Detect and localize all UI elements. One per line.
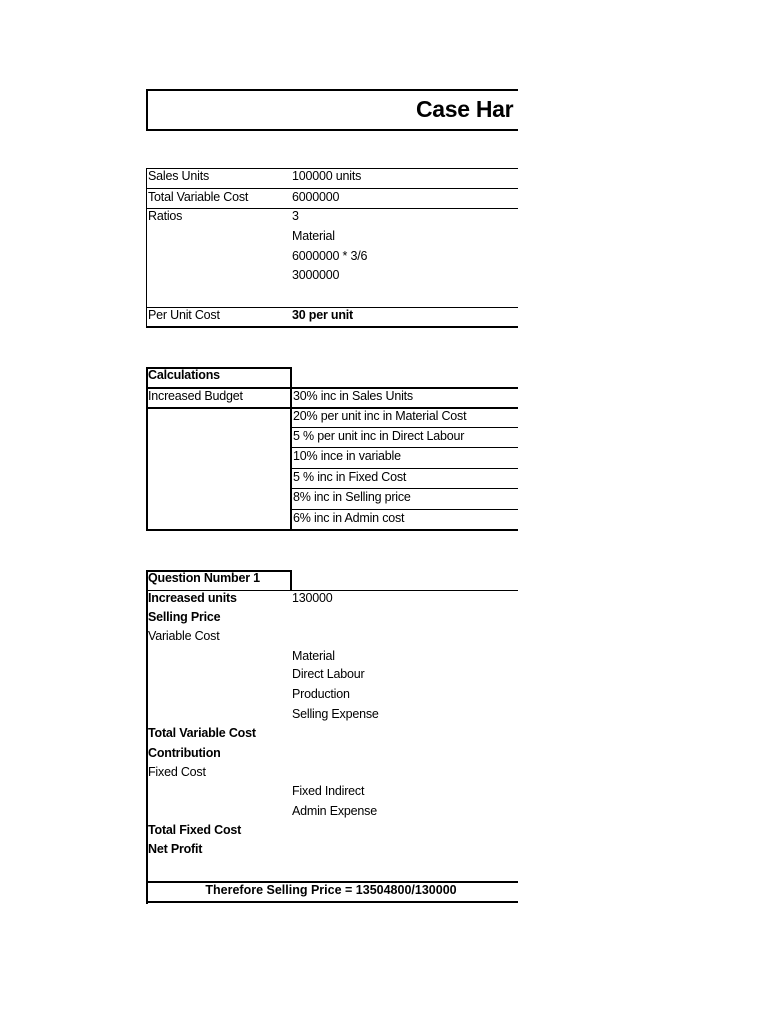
sales-units-value: 100000 units [292,169,362,183]
s2-line [291,468,518,469]
calculations-header: Calculations [148,368,220,382]
title-border-left [146,89,148,131]
s3-footer-bottom [146,901,518,903]
increased-units-label: Increased units [148,591,237,605]
increased-budget-label: Increased Budget [148,389,243,403]
total-fixed-cost-row: Total Fixed Cost [148,823,242,837]
per-unit-cost-label: Per Unit Cost [148,308,220,322]
budget-item: 10% ince in variable [293,449,401,463]
title-border-bottom [146,129,518,131]
budget-item: 5 % per unit inc in Direct Labour [293,429,465,443]
total-variable-cost-label: Total Variable Cost [148,190,249,204]
page-title: Case Har [416,96,514,122]
variable-cost-label: Variable Cost [148,629,220,643]
s3-header-right [290,570,292,591]
budget-item: 5 % inc in Fixed Cost [293,470,407,484]
budget-item: 6% inc in Admin cost [293,511,405,525]
sales-units-label: Sales Units [148,169,210,183]
variable-item: Production [292,687,350,701]
ratios-label: Ratios [148,209,183,223]
budget-item: 30% inc in Sales Units [293,389,413,403]
s2-line [291,447,518,448]
ratio-line: 6000000 * 3/6 [292,249,368,263]
fixed-item: Fixed Indirect [292,784,365,798]
s1-border-left [146,168,147,328]
s1-line-bottom [146,326,518,328]
budget-item: 20% per unit inc in Material Cost [293,409,467,423]
s2-line [291,488,518,489]
selling-price-formula: Therefore Selling Price = 13504800/130000 [205,883,457,897]
s1-line [146,208,518,209]
ratios-value: 3 [292,209,299,223]
total-variable-cost-value: 6000000 [292,190,340,204]
budget-item: 8% inc in Selling price [293,490,411,504]
s2-line [291,427,518,428]
fixed-cost-label: Fixed Cost [148,765,206,779]
variable-item: Selling Expense [292,707,379,721]
ratio-line: 3000000 [292,268,340,282]
increased-units-value: 130000 [292,591,333,605]
s2-line-bottom [146,529,518,531]
variable-item: Material [292,649,335,663]
fixed-item: Admin Expense [292,804,377,818]
s1-line [146,188,518,189]
title-border-top [146,89,518,91]
s2-header-right [290,367,292,389]
per-unit-cost-value: 30 per unit [292,308,354,322]
total-variable-cost-row: Total Variable Cost [148,726,256,740]
variable-item: Direct Labour [292,667,365,681]
s2-divider [290,387,292,531]
net-profit-row: Net Profit [148,842,203,856]
question-header: Question Number 1 [148,571,260,585]
s2-line [291,509,518,510]
contribution-row: Contribution [148,746,221,760]
ratio-line: Material [292,229,335,243]
selling-price-label: Selling Price [148,610,221,624]
